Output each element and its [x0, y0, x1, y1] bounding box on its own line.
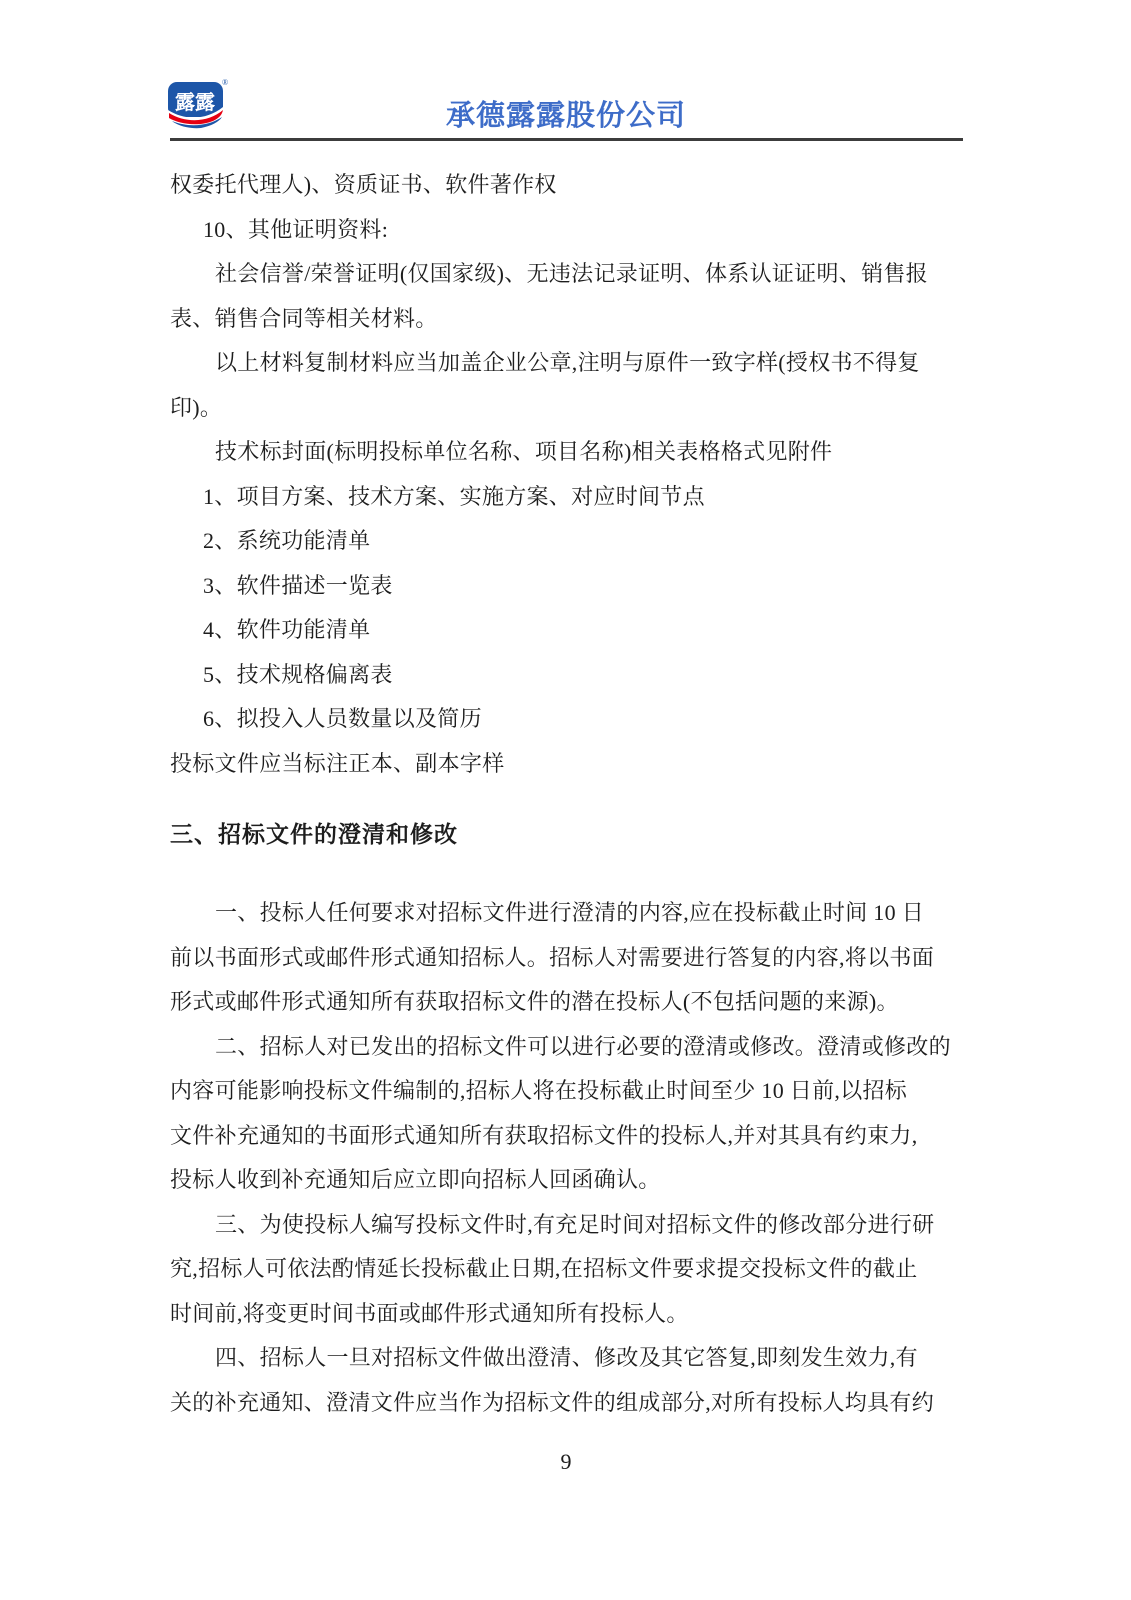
body-block-2 [170, 891, 951, 1425]
header-rule [170, 138, 963, 141]
text-line: 二、招标人对已发出的招标文件可以进行必要的澄清或修改。澄清或修改的 [215, 1033, 951, 1059]
body-block-1 [170, 163, 928, 786]
text-line: 三、为使投标人编写投标文件时,有充足时间对招标文件的修改部分进行研 [215, 1211, 935, 1237]
company-name-title: 承德露露股份公司 [445, 100, 686, 132]
text-line: 关的补充通知、澄清文件应当作为招标文件的组成部分,对所有投标人均具有约 [170, 1389, 935, 1415]
text-line: 社会信誉/荣誉证明(仅国家级)、无违法记录证明、体系认证证明、销售报 [215, 261, 928, 286]
text-line: 前以书面形式或邮件形式通知招标人。招标人对需要进行答复的内容,将以书面 [170, 944, 935, 970]
text-line: 究,招标人可依法酌情延长投标截止日期,在招标文件要求提交投标文件的截止 [170, 1256, 918, 1281]
text-line: 10、其他证明资料: [203, 216, 389, 242]
text-line: 内容可能影响投标文件编制的,招标人将在投标截止时间至少 10 日前,以招标 [170, 1078, 908, 1103]
registered-trademark-icon: ® [221, 78, 229, 87]
list-item: 3、软件描述一览表 [203, 572, 393, 598]
text-line: 一、投标人任何要求对招标文件进行澄清的内容,应在投标截止时间 10 日 [215, 900, 925, 925]
list-item: 1、项目方案、技术方案、实施方案、对应时间节点 [203, 483, 705, 509]
text-line: 以上材料复制材料应当加盖企业公章,注明与原件一致字样(授权书不得复 [215, 350, 920, 375]
section-heading: 三、招标文件的澄清和修改 [170, 821, 458, 847]
text-line: 投标文件应当标注正本、副本字样 [170, 750, 505, 776]
logo-characters: 露露 [175, 92, 215, 114]
list-item: 4、软件功能清单 [203, 617, 371, 642]
text-line: 印)。 [170, 394, 223, 420]
text-line: 技术标封面(标明投标单位名称、项目名称)相关表格格式见附件 [215, 439, 833, 464]
text-line: 时间前,将变更时间书面或邮件形式通知所有投标人。 [170, 1300, 689, 1326]
page-number: 9 [560, 1449, 572, 1474]
list-item: 2、系统功能清单 [203, 528, 371, 553]
list-item: 6、拟投入人员数量以及简历 [203, 706, 482, 731]
text-line: 投标人收到补充通知后应立即向招标人回函确认。 [170, 1167, 661, 1192]
text-line: 形式或邮件形式通知所有获取招标文件的潜在投标人(不包括问题的来源)。 [170, 989, 899, 1014]
list-item: 5、技术规格偏离表 [203, 661, 393, 687]
text-line: 文件补充通知的书面形式通知所有获取招标文件的投标人,并对其具有约束力, [170, 1122, 918, 1148]
text-line: 表、销售合同等相关材料。 [170, 305, 438, 331]
text-line: 四、招标人一旦对招标文件做出澄清、修改及其它答复,即刻发生效力,有 [215, 1345, 918, 1370]
text-line: 权委托代理人)、资质证书、软件著作权 [170, 172, 557, 197]
